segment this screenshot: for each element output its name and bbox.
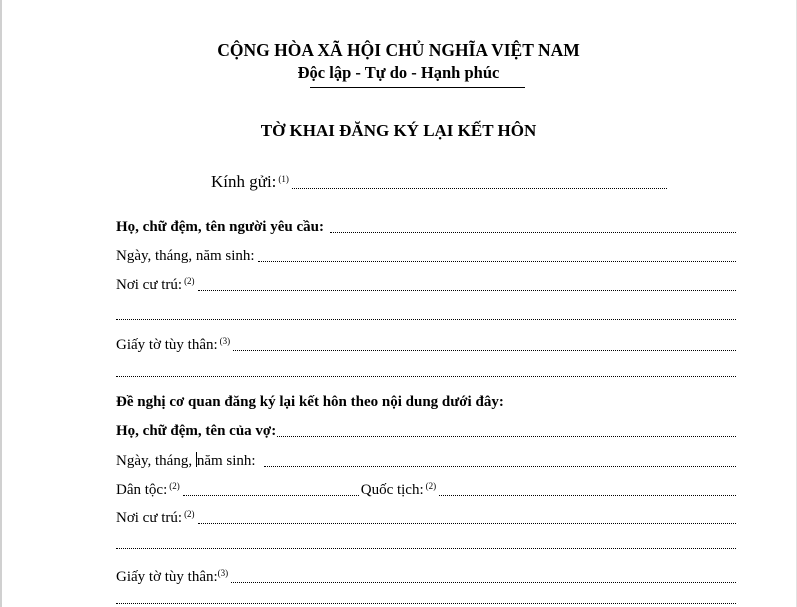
- wife-residence-dotted-line-2[interactable]: [116, 547, 736, 549]
- form-title: TỜ KHAI ĐĂNG KÝ LẠI KẾT HÔN: [260, 121, 537, 140]
- wife-name-dotted-line[interactable]: [277, 435, 736, 437]
- requester-residence-dotted-line-2[interactable]: [116, 318, 736, 320]
- requester-name-dotted-line[interactable]: [330, 231, 736, 233]
- requester-residence-label: Nơi cư trú: $^{(2)}$: [116, 276, 195, 293]
- wife-residence-label: Nơi cư trú: $^{(2)}$: [116, 509, 195, 526]
- requester-residence-field[interactable]: [116, 272, 736, 294]
- page-left-edge: [0, 0, 2, 607]
- wife-name-field[interactable]: [116, 418, 736, 440]
- recipient-dotted-line[interactable]: [292, 187, 667, 189]
- footnote-marker: (2): [169, 481, 180, 491]
- motto-heading: Độc lập - Tự do - Hạnh phúc: [297, 63, 500, 82]
- footnote-marker: (2): [184, 509, 195, 519]
- requester-name-field[interactable]: [116, 214, 736, 236]
- requester-id-label: Giấy tờ tùy thân: $^{(3)}$: [116, 336, 231, 353]
- wife-residence-field[interactable]: [116, 505, 736, 527]
- wife-nationality-label: Quốc tịch: $^{(2)}$: [360, 481, 437, 498]
- footnote-marker: (3): [219, 336, 231, 346]
- footnote-marker: (2): [425, 481, 437, 491]
- wife-dob-dotted-line[interactable]: [264, 465, 736, 467]
- wife-id-dotted-line[interactable]: [231, 581, 736, 583]
- requester-dob-field[interactable]: [116, 243, 736, 265]
- requester-dob-dotted-line[interactable]: [258, 260, 736, 262]
- wife-id-dotted-line-2[interactable]: [116, 602, 736, 604]
- wife-id-field[interactable]: [116, 564, 736, 586]
- footnote-marker: (1): [278, 174, 289, 184]
- requester-residence-dotted-line[interactable]: [198, 289, 736, 291]
- requester-id-dotted-line[interactable]: [233, 349, 736, 351]
- wife-name-label: Họ, chữ đệm, tên của vợ:: [116, 423, 277, 439]
- wife-dob-label: Ngày, tháng, năm sinh:: [116, 453, 256, 469]
- wife-ethnicity-dotted-line[interactable]: [183, 494, 359, 496]
- wife-dob-field[interactable]: [116, 448, 736, 470]
- wife-nationality-dotted-line[interactable]: [439, 494, 736, 496]
- motto-underline: [310, 87, 525, 88]
- footnote-marker: (2): [184, 276, 195, 286]
- wife-ethnicity-label: Dân tộc: $^{(2)}$: [116, 481, 180, 498]
- requester-dob-label: Ngày, tháng, năm sinh:: [116, 248, 255, 264]
- request-statement: Đề nghị cơ quan đăng ký lại kết hôn theo nội dung dưới đây:: [116, 394, 504, 410]
- recipient-field[interactable]: [211, 170, 667, 192]
- wife-residence-dotted-line[interactable]: [198, 522, 736, 524]
- footnote-marker: (3): [217, 568, 229, 578]
- requester-id-field[interactable]: [116, 332, 736, 354]
- requester-name-label: Họ, chữ đệm, tên người yêu cầu:: [116, 219, 324, 235]
- wife-ethnicity-nationality-field[interactable]: [116, 477, 736, 499]
- nation-heading: CỘNG HÒA XÃ HỘI CHỦ NGHĨA VIỆT NAM: [217, 40, 580, 60]
- recipient-label: Kính gửi: $^{(1)}$: [211, 172, 289, 191]
- wife-id-label: Giấy tờ tùy thân:$^{(3)}$: [116, 568, 229, 585]
- requester-id-dotted-line-2[interactable]: [116, 375, 736, 377]
